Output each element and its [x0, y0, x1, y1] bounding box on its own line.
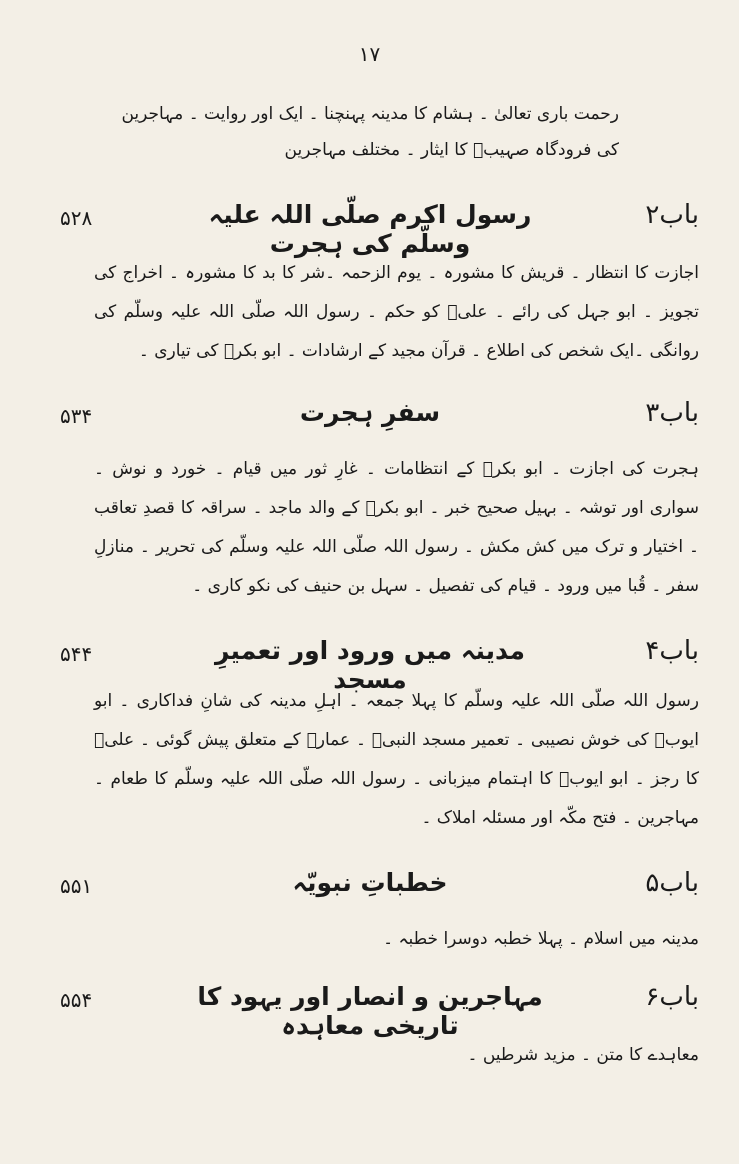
chapter-page-number: ۵۴۴ [60, 642, 93, 666]
chapter-topics: اجازت کا انتظار ۔ قریش کا مشورہ ۔ یوم الزحمہ ۔شر کا بد کا مشورہ ۔ اخراج کی تجویز ۔ ابو جہل کی رائے ۔ علیؓ کو حکم ۔ رسول اللہ صلّی اللہ علیہ وسلّم کی روانگی ۔ایک شخص کی اطلاع ۔ قرآن مجید کے ارشادات ۔ ابو بکرؓ کی تیاری ۔ [94, 263, 699, 361]
chapter-page-number: ۵۵۴ [60, 988, 93, 1012]
page-number: ۱۷ [358, 42, 381, 66]
chapter-number: باب۲ [645, 200, 699, 230]
chapter-number: باب۵ [645, 868, 699, 898]
chapter-number: باب۶ [645, 982, 699, 1012]
chapter-title: مہاجرین و انصار اور یہود کا تاریخی معاہدہ [197, 982, 543, 1040]
chapter-title: مدینہ میں ورود اور تعمیرِ مسجد [215, 636, 525, 694]
chapter-title: سفرِ ہجرت [299, 398, 441, 427]
chapter-topics: مدینہ میں اسلام ۔ پہلا خطبہ دوسرا خطبہ ۔ [383, 929, 699, 949]
chapter-topics: ہجرت کی اجازت ۔ ابو بکرؓ کے انتظامات ۔ غارِ ثور میں قیام ۔ خورد و نوش ۔سواری اور توشہ ۔ بہیل صحیح خبر ۔ ابو بکرؓ کے والد ماجد ۔ سراقہ کا قصدِ تعاقب ۔ اختیار و ترک میں کش مکش ۔ رسول اللہ صلّی اللہ علیہ وسلّم کی تحریر ۔ منازلِ سفر ۔ قُبا میں ورود ۔ قیام کی تفصیل ۔ سہل بن حنیف کی نکو کاری ۔ [94, 459, 699, 596]
chapter-title: خطباتِ نبویّہ [292, 868, 448, 897]
chapter-page-number: ۵۲۸ [60, 206, 93, 230]
intro-continuation-text: رحمت باری تعالیٰ ۔ ہشام کا مدینہ پہنچنا ۔ ایک اور روایت ۔ مہاجرین کی فرودگاہ صہیبؓ کا ایثار ۔ مختلف مہاجرین [121, 104, 619, 160]
chapter-number: باب۳ [645, 398, 699, 428]
chapter-title: رسول اکرم صلّی اللہ علیہ وسلّم کی ہجرت [208, 200, 532, 258]
chapter-page-number: ۵۳۴ [60, 404, 93, 428]
chapter-topics: معاہدے کا متن ۔ مزید شرطیں ۔ [467, 1045, 699, 1065]
chapter-number: باب۴ [645, 636, 699, 666]
chapter-topics: رسول اللہ صلّی اللہ علیہ وسلّم کا پہلا جمعہ ۔ اہلِ مدینہ کی شانِ فداکاری ۔ ابو ایوبؓ کی خوش نصیبی ۔ تعمیر مسجد النبیؐ ۔ عمارؓ کے متعلق پیش گوئی ۔ علیؓ کا رجز ۔ ابو ایوبؓ کا اہتمام میزبانی ۔ رسول اللہ صلّی اللہ علیہ وسلّم کا طعام ۔ مہاجرین ۔ فتح مکّہ اور مسئلہ املاک ۔ [94, 691, 699, 828]
chapter-page-number: ۵۵۱ [60, 874, 93, 898]
